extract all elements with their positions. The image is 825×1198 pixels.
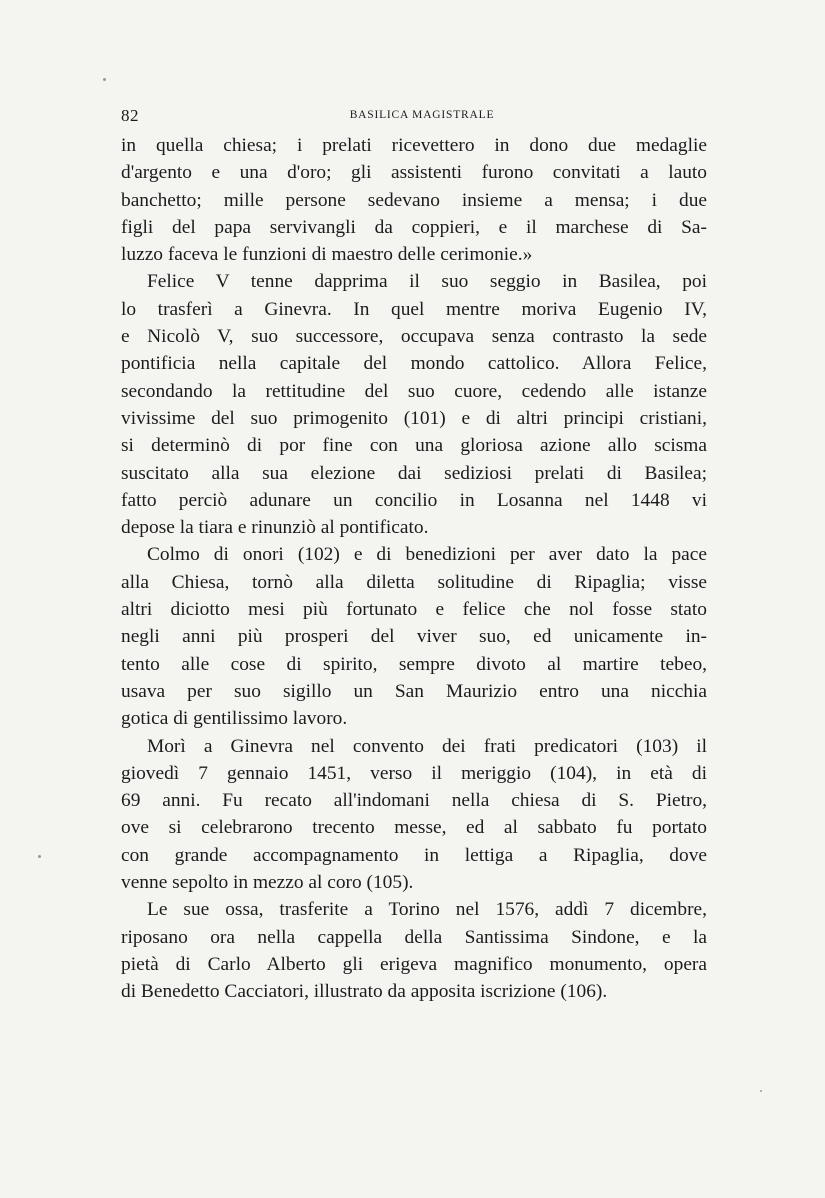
paragraph-start-line: Felice V tenne dapprima il suo seggio in Basilea, poi xyxy=(147,271,707,293)
text-line: vivissime del suo primogenito (101) e di altri principi cristiani, xyxy=(121,407,707,429)
text-line: luzzo faceva le funzioni di maestro delle cerimonie.» xyxy=(121,244,533,266)
text-line: ove si celebrarono trecento messe, ed al sabbato fu portato xyxy=(121,817,707,839)
text-line: depose la tiara e rinunziò al pontificato. xyxy=(121,517,429,539)
text-line: fatto perciò adunare un concilio in Losanna nel 1448 vi xyxy=(121,489,707,511)
text-line: figli del papa servivangli da coppieri, e il marchese di Sa- xyxy=(121,216,707,238)
text-line: altri diciotto mesi più fortunato e felice che nol fosse stato xyxy=(121,599,707,621)
text-line: alla Chiesa, tornò alla diletta solitudine di Ripaglia; visse xyxy=(121,571,707,593)
text-line: venne sepolto in mezzo al coro (105). xyxy=(121,872,414,894)
paper-speck xyxy=(760,1090,762,1092)
body-text xyxy=(121,132,707,1006)
text-line: secondando la rettitudine del suo cuore, cedendo alle istanze xyxy=(121,380,707,402)
text-line: banchetto; mille persone sedevano insieme a mensa; i due xyxy=(121,189,707,211)
text-line: usava per suo sigillo un San Maurizio entro una nicchia xyxy=(121,680,707,702)
page-number: 82 xyxy=(121,106,139,125)
paragraph-start-line: Le sue ossa, trasferite a Torino nel 1576, addì 7 dicembre, xyxy=(147,899,707,921)
paragraph-start-line: Morì a Ginevra nel convento dei frati predicatori (103) il xyxy=(147,735,707,757)
page-header xyxy=(121,106,707,126)
text-line: pontificia nella capitale del mondo cattolico. Allora Felice, xyxy=(121,353,707,375)
text-line: 69 anni. Fu recato all'indomani nella chiesa di S. Pietro, xyxy=(121,790,707,812)
text-line: suscitato alla sua elezione dai sediziosi prelati di Basilea; xyxy=(121,462,707,484)
text-line: con grande accompagnamento in lettiga a Ripaglia, dove xyxy=(121,844,707,866)
text-line: di Benedetto Cacciatori, illustrato da apposita iscrizione (106). xyxy=(121,981,608,1003)
text-line: tento alle cose di spirito, sempre divoto al martire tebeo, xyxy=(121,653,707,675)
text-line: e Nicolò V, suo successore, occupava senza contrasto la sede xyxy=(121,326,707,348)
text-line: d'argento e una d'oro; gli assistenti furono convitati a lauto xyxy=(121,162,707,184)
text-line: giovedì 7 gennaio 1451, verso il meriggio (104), in età di xyxy=(121,762,707,784)
text-line: riposano ora nella cappella della Santissima Sindone, e la xyxy=(121,926,707,948)
text-line: pietà di Carlo Alberto gli erigeva magnifico monumento, opera xyxy=(121,953,707,975)
text-line: negli anni più prosperi del viver suo, ed unicamente in- xyxy=(121,626,707,648)
text-line: gotica di gentilissimo lavoro. xyxy=(121,708,348,730)
paper-speck xyxy=(103,78,106,81)
text-line: si determinò di por fine con una gloriosa azione allo scisma xyxy=(121,435,707,457)
paper-speck xyxy=(38,855,41,858)
text-line: in quella chiesa; i prelati ricevettero in dono due medaglie xyxy=(121,135,707,156)
running-title: BASILICA MAGISTRALE xyxy=(349,109,495,121)
text-line: lo trasferì a Ginevra. In quel mentre moriva Eugenio IV, xyxy=(121,298,707,320)
paragraph-start-line: Colmo di onori (102) e di benedizioni per aver dato la pace xyxy=(147,544,707,566)
